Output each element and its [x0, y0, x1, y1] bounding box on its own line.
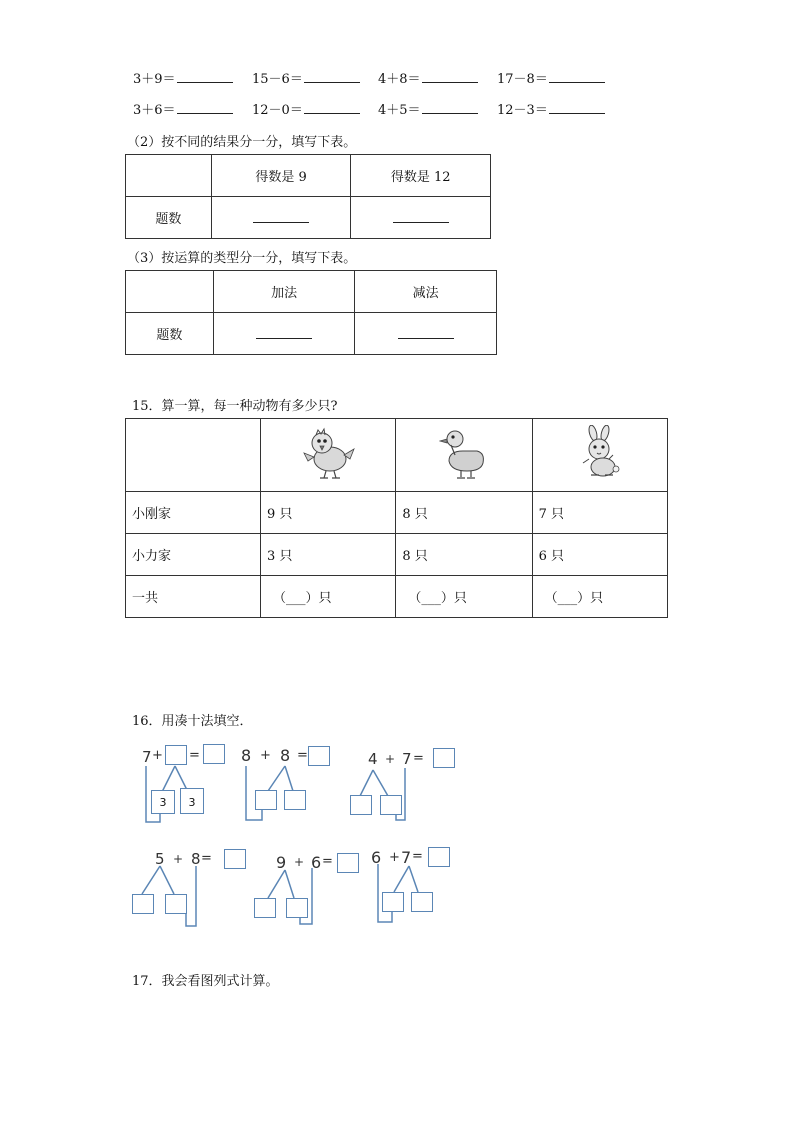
value-cell: 7 只	[532, 492, 667, 534]
equation	[133, 99, 233, 118]
operation-table	[125, 270, 497, 355]
addend-a: 5	[155, 850, 165, 868]
total-answer-cell[interactable]: （___）只	[260, 576, 395, 618]
answer-blank[interactable]	[256, 324, 312, 339]
total-answer-cell[interactable]: （___）只	[532, 576, 667, 618]
equals-sign: =	[297, 748, 308, 763]
equation-text: 12－3＝	[497, 103, 548, 118]
result-table	[125, 154, 491, 239]
split-box[interactable]	[132, 894, 154, 914]
equation	[497, 99, 605, 118]
split-value: 3	[159, 796, 167, 809]
equals-sign: =	[189, 748, 200, 763]
equation-text: 4＋5＝	[378, 103, 421, 118]
equation	[252, 68, 360, 87]
addend-a: 7	[142, 748, 152, 766]
chick-icon	[298, 425, 358, 481]
plus-sign: +	[152, 748, 163, 763]
addend-b: 7	[402, 750, 412, 768]
split-box[interactable]	[350, 795, 372, 815]
row-label: 题数	[126, 197, 212, 239]
header-addition: 加法	[213, 271, 355, 313]
answer-box[interactable]	[337, 853, 359, 873]
addend-a: 9	[276, 853, 287, 872]
equation-text: 12－0＝	[252, 103, 303, 118]
answer-blank[interactable]	[422, 70, 478, 83]
duck-cell	[396, 419, 532, 492]
equation-text: 3＋9＝	[133, 72, 176, 87]
equation-text: 4＋8＝	[378, 72, 421, 87]
addend-b: 8	[191, 850, 201, 868]
total-answer-cell[interactable]: （___）只	[396, 576, 532, 618]
row-label: 题数	[126, 313, 214, 355]
answer-box[interactable]	[433, 748, 455, 768]
answer-blank[interactable]	[422, 101, 478, 114]
split-box[interactable]	[254, 898, 276, 918]
answer-blank[interactable]	[304, 101, 360, 114]
equals-sign: =	[413, 751, 424, 766]
value-cell: 8 只	[396, 492, 532, 534]
answer-box[interactable]	[224, 849, 246, 869]
answer-box[interactable]	[428, 847, 450, 867]
header-empty-cell	[126, 155, 212, 197]
answer-blank[interactable]	[253, 208, 309, 223]
duck-icon	[439, 425, 489, 481]
rabbit-icon	[575, 425, 625, 481]
equals-sign: =	[201, 851, 212, 866]
answer-blank[interactable]	[177, 70, 233, 83]
plus-sign: +	[294, 855, 305, 869]
equation	[252, 99, 360, 118]
equation	[378, 99, 478, 118]
q17-title: 17．我会看图列式计算。	[132, 974, 279, 989]
answer-blank[interactable]	[304, 70, 360, 83]
equals-sign: =	[322, 854, 333, 869]
part3-caption: （3）按运算的类型分一分，填写下表。	[127, 251, 357, 266]
split-box[interactable]	[255, 790, 277, 810]
addend-a: 6	[371, 848, 382, 867]
animal-table	[125, 418, 668, 618]
plus-sign: +	[173, 852, 184, 866]
q15-title: 15．算一算，每一种动物有多少只?	[132, 399, 338, 414]
split-box[interactable]	[284, 790, 306, 810]
answer-cell[interactable]	[355, 313, 497, 355]
split-box[interactable]	[380, 795, 402, 815]
answer-cell[interactable]	[351, 197, 491, 239]
plus-sign: +	[260, 748, 271, 763]
addend-a: 4	[368, 750, 378, 768]
q16-title: 16．用凑十法填空．	[132, 714, 253, 729]
answer-blank[interactable]	[177, 101, 233, 114]
value-cell: 9 只	[260, 492, 395, 534]
answer-cell[interactable]	[211, 197, 351, 239]
addend-b: 6	[311, 853, 322, 872]
answer-box[interactable]	[203, 744, 225, 764]
addend-b: 8	[280, 746, 291, 765]
plus-sign: +	[389, 850, 400, 865]
answer-blank[interactable]	[549, 101, 605, 114]
rabbit-cell	[532, 419, 667, 492]
answer-box[interactable]	[308, 746, 330, 766]
equals-sign: =	[412, 849, 423, 864]
row-label: 小力家	[126, 534, 261, 576]
split-value: 3	[188, 796, 196, 809]
answer-blank[interactable]	[549, 70, 605, 83]
split-box[interactable]	[286, 898, 308, 918]
split-box[interactable]	[165, 894, 187, 914]
answer-blank[interactable]	[398, 324, 454, 339]
value-cell: 6 只	[532, 534, 667, 576]
header-result-12: 得数是 12	[351, 155, 491, 197]
equation	[378, 68, 478, 87]
answer-blank[interactable]	[393, 208, 449, 223]
header-empty-cell	[126, 419, 261, 492]
plus-sign: +	[385, 752, 396, 766]
split-box[interactable]	[382, 892, 404, 912]
header-subtraction: 减法	[355, 271, 497, 313]
answer-cell[interactable]	[213, 313, 355, 355]
header-empty-cell	[126, 271, 214, 313]
equation-text: 15－6＝	[252, 72, 303, 87]
row-label: 小刚家	[126, 492, 261, 534]
addend-a: 8	[241, 746, 252, 765]
addend-b: 7	[401, 848, 412, 867]
value-cell: 8 只	[396, 534, 532, 576]
split-box[interactable]	[411, 892, 433, 912]
part2-caption: （2）按不同的结果分一分，填写下表。	[127, 135, 357, 150]
equation-text: 3＋6＝	[133, 103, 176, 118]
equation	[133, 68, 233, 87]
row-label: 一共	[126, 576, 261, 618]
equation	[497, 68, 605, 87]
equation-text: 17－8＝	[497, 72, 548, 87]
header-result-9: 得数是 9	[211, 155, 351, 197]
answer-box[interactable]	[165, 745, 187, 765]
chick-cell	[260, 419, 395, 492]
value-cell: 3 只	[260, 534, 395, 576]
